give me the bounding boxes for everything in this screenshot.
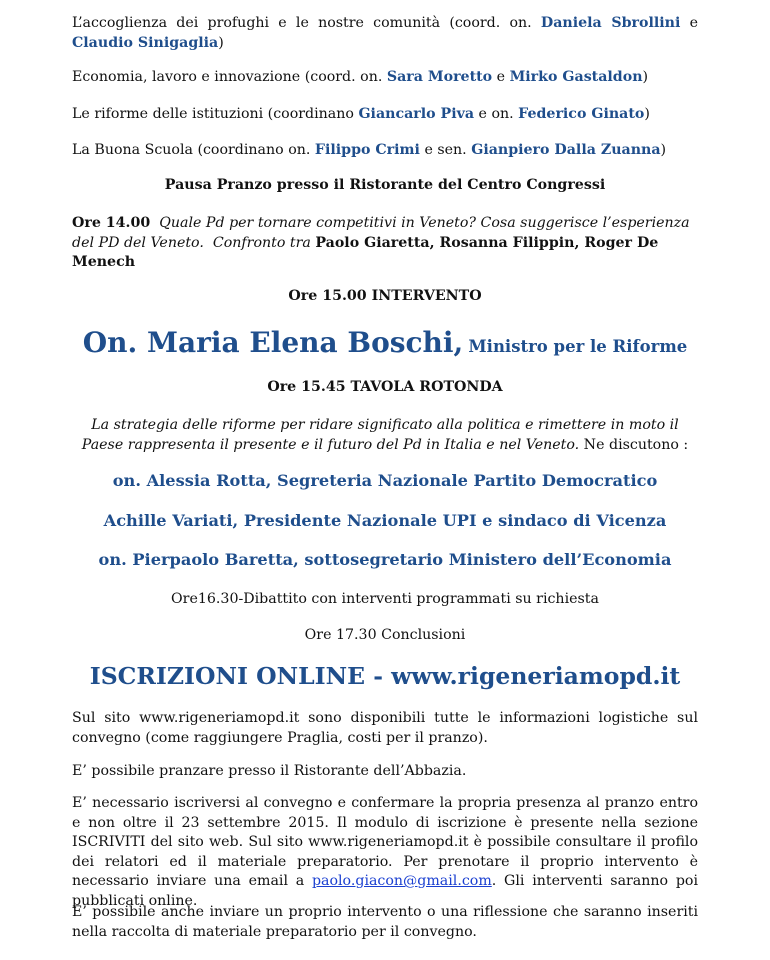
intervento-heading: Ore 15.00 INTERVENTO <box>288 288 482 304</box>
coordinator-name: Claudio Sinigaglia <box>72 34 219 51</box>
group-text: ) <box>660 142 667 158</box>
group-text: L’accoglienza dei profughi e le nostre comunità (coord. on. <box>72 15 541 31</box>
dibattito: Ore16.30-Dibattito con interventi programmati su richiesta <box>171 591 599 607</box>
panelist: on. Pierpaolo Baretta, sottosegretario Ministero dell’Economia <box>98 550 672 569</box>
group-text: ) <box>642 69 649 85</box>
panelist: on. Alessia Rotta, Segreteria Nazionale Partito Democratico <box>112 471 658 490</box>
tavola-description <box>72 416 698 455</box>
group-text: ) <box>644 106 650 122</box>
tavola-tail: Ne discutono : <box>579 436 689 453</box>
session-time: Ore 14.00 <box>72 215 151 231</box>
panelist: Achille Variati, Presidente Nazionale UPI e sindaco di Vicenza <box>103 511 667 530</box>
group-text: Le riforme delle istituzioni (coordinano <box>72 106 359 122</box>
group-text: e <box>680 15 699 31</box>
coordinator-name: Gianpiero Dalla Zuanna <box>471 142 661 158</box>
coordinator-name: Federico Ginato <box>518 106 645 122</box>
email-link[interactable]: paolo.giacon@gmail.com <box>311 873 492 889</box>
info-paragraph: Sul sito www.rigeneriamopd.it sono disponibili tutte le informazioni logistiche sul convegno (come raggiungere Praglia, costi per il pranzo). <box>72 710 698 746</box>
group-text: e on. <box>474 106 519 122</box>
info-paragraph: E’ possibile pranzare presso il Ristorante dell’Abbazia. <box>72 763 467 779</box>
tavola-heading: Ore 15.45 TAVOLA ROTONDA <box>267 379 503 395</box>
group-text: Economia, lavoro e innovazione (coord. on. <box>72 69 387 85</box>
session-confronto: Confronto tra <box>212 234 311 251</box>
session-question: Quale Pd per tornare competitivi in Veneto? Cosa suggerisce l’esperienza del PD del Veneto. <box>72 215 690 251</box>
keynote-speaker <box>72 326 698 359</box>
session-1400 <box>72 214 698 273</box>
conclusioni: Ore 17.30 Conclusioni <box>304 627 466 643</box>
coordinator-name: Daniela Sbrollini <box>540 15 681 31</box>
lunch-break: Pausa Pranzo presso il Ristorante del Centro Congressi <box>164 177 606 193</box>
session-speakers: Paolo Giaretta, Rosanna Filippin, Roger De Menech <box>72 234 659 270</box>
speaker-name: On. Maria Elena Boschi, <box>82 326 464 359</box>
info-text: . Gli interventi saranno poi pubblicati online. <box>72 873 698 909</box>
info-text: E’ necessario iscriversi al convegno e confermare la propria presenza al pranzo entro e non oltre il 23 settembre 2015. Il modulo di iscrizione è presente nella sezione ISCRIVITI del sito web. Sul sito www.rigeneriamopd.it è possibile consultare il profilo dei relatori ed il materiale preparatorio. Per prenotare il proprio intervento è necessario inviare una email a <box>72 795 698 889</box>
group-accoglienza <box>72 14 698 53</box>
coordinator-name: Mirko Gastaldon <box>509 69 643 85</box>
coordinator-name: Filippo Crimi <box>314 142 420 158</box>
coordinator-name: Giancarlo Piva <box>358 106 475 122</box>
group-text: La Buona Scuola (coordinano on. <box>72 142 315 158</box>
coordinator-name: Sara Moretto <box>386 69 493 85</box>
speaker-role: Ministro per le Riforme <box>468 337 688 356</box>
info-paragraph <box>72 794 698 911</box>
group-riforme <box>72 105 698 125</box>
group-text: e <box>492 69 510 85</box>
iscrizioni-heading: ISCRIZIONI ONLINE - www.rigeneriamopd.it <box>89 662 681 690</box>
tavola-italic: La strategia delle riforme per ridare significato alla politica e rimettere in moto il Paese rappresenta il presente e il futuro del Pd in Italia e nel Veneto. <box>81 417 679 453</box>
group-scuola <box>72 141 698 161</box>
info-paragraph: E’ possibile anche inviare un proprio intervento o una riflessione che saranno inseriti nella raccolta di materiale preparatorio per il convegno. <box>72 904 698 940</box>
group-text: ) <box>218 34 224 51</box>
group-text: e sen. <box>419 142 472 158</box>
group-economia <box>72 68 698 88</box>
